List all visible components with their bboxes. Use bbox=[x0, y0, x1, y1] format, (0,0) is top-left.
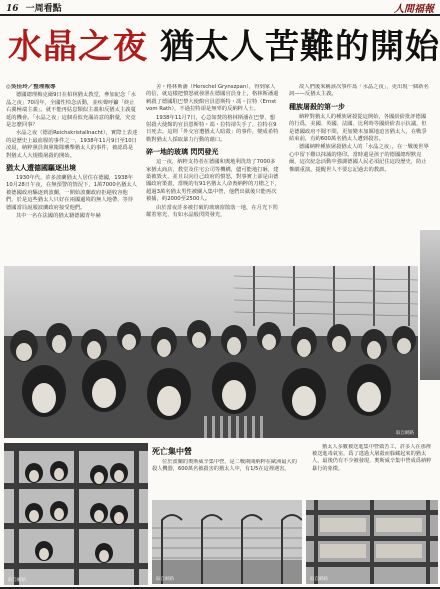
paragraph: 1930年代，許多波蘭猶太人居住在德國，1938年10月28日午夜，在無預警的情況下，1萬7000名猶太人被德國政府驅逐到波蘭，一開始波蘭政府拒絕收容他們，於是這些猶太人只好在兩國邊境的無人地帶，等待德國當局說服波蘭政府接受他們。 bbox=[6, 175, 137, 211]
paragraph: 德國總理梅克爾9日在柏林猶太教堂，參加紀念「水晶之夜」70周年，全國性悼念活動，並疾聲呼籲「終止右翼極端主義」。就不能再姑息類似主義和反猶太主義蔓延的機會。「水晶之夜」這個看似充滿詩意的辭彙，究竟是怎麼回事？ bbox=[6, 92, 136, 129]
headline-red: 水晶之夜 bbox=[8, 27, 148, 67]
caption-paragraph: 猶太人多數被送進集中營做苦工，許多人在那裡被送進毒氣室，爲了逃過大屠殺而躲藏起來的猶太人，最後仍有不少被發現，奧斯威辛集中營成爲納粹暴行的象徵。 bbox=[312, 444, 432, 472]
paragraph: 德國納粹種族屠殺猶太人的「水晶之夜」，在一戰後世界心中留下難以抹滅的烙印。當時還是孩子的德國總理默克爾，這次紀念活動中強調德國人民必須記住這段歷史，防止慘劇重演，提醒世人不要忘記過去的教訓。 bbox=[289, 144, 429, 173]
photo-bunks-right bbox=[306, 500, 438, 584]
paragraph: 舍・格林斯潘（Herschel Grynszpan），得到家人的信，就這樣把憤怒就發泄在德國官員身上，格林斯潘還刺殺了德國駐巴黎大使館官員恩斯特・馮・拉特（Ernst vom Rath），不過拉特卻是無辜的反納粹人士。 bbox=[146, 84, 279, 113]
subheading: 碎一地的玻璃 閃閃發光 bbox=[146, 148, 219, 157]
paragraph: 1938年11月7日，心急如焚的格林斯潘在巴黎，想射殺大使館的官員恩斯特・馮・拉特卻失手了，拉特在9日死去。這則「外交官遭猶太人暗殺」的事件，變成希特勒對猶太人採取暴力行動的藉口。 bbox=[146, 114, 279, 143]
inset-text bbox=[152, 459, 302, 499]
fence-photo-illustration bbox=[152, 500, 302, 584]
subheading: 種族屠殺的第一步 bbox=[289, 102, 345, 111]
inset-paragraph: 位於波蘭的奧斯威辛集中營，是二戰期間納粹在歐洲最大的殺人機器，600萬名被殺害的猶太人中，有1/5在這裡遇害。 bbox=[152, 459, 297, 473]
article-column-1 bbox=[6, 84, 138, 286]
article-column-2 bbox=[146, 84, 280, 284]
headline-black: 猶太人苦難的開始 bbox=[160, 27, 440, 67]
photo-credit: 取自網路 bbox=[396, 431, 414, 436]
subheading: 猶太人遭德國驅逐出境 bbox=[6, 164, 76, 173]
photo-illustration bbox=[4, 266, 418, 438]
byline: ◎吳佳玲／整理報導 bbox=[6, 84, 56, 90]
bunk-photo-illustration bbox=[4, 443, 148, 585]
paragraph: 這一夜，納粹支持者在德國和奧地利洗劫了7000多家猶太商店，教堂及住宅公司等機構，儘可能地打砸，建築被毀火，並且以向自己政府的憤怒，對事實上卻是由德國政府策畫，當晚的有91名猶太人命喪納粹的刀槍之下，超過3萬名猶太男性被關入集中營，他們出獄後只能再次被捕，約2000至2500人。 bbox=[146, 159, 280, 203]
photo-credit: 取自網路 bbox=[310, 577, 328, 582]
masthead: 人間福報 bbox=[394, 4, 434, 15]
inset-title: 死亡集中營 bbox=[152, 447, 192, 456]
section-name: 一周看點 bbox=[25, 4, 62, 14]
header-left bbox=[6, 1, 62, 14]
paragraph: 水晶之夜（德語Reichskristallnacht），實際上表達的是歷史上最血腥的事件之一，1938年11月9日至10日凌晨，納粹黨員與黨衛隊襲擊猶太人的事件，被認爲是對猶太人大規模屠殺的開始。 bbox=[6, 130, 138, 159]
page-number: 16 bbox=[6, 4, 19, 14]
photo-credit: 取自網路 bbox=[156, 577, 174, 582]
main-photo-prisoners bbox=[4, 266, 418, 438]
paragraph: 由於當夜許多被打破的玻璃窗散落一地，在月光下閃耀着寒光，有如水晶般閃閃發光， bbox=[146, 204, 278, 219]
photo-credit: 取自網路 bbox=[8, 578, 26, 583]
paragraph: 故人們後來稱該次事件爲「水晶之夜」，更出現一個新名詞——反猶太主義。 bbox=[289, 84, 429, 98]
bunk-room-illustration bbox=[306, 500, 438, 584]
paragraph: 其中一名在法國的猶太籍德國青年赫 bbox=[16, 213, 101, 220]
article-column-3 bbox=[289, 84, 429, 276]
page-header-bar bbox=[0, 0, 440, 16]
photo-camp-fence bbox=[152, 500, 302, 584]
side-photo-strip bbox=[420, 230, 440, 380]
photo-bunks-left bbox=[4, 443, 148, 585]
photo-caption bbox=[312, 444, 436, 496]
headline bbox=[8, 24, 438, 72]
paragraph: 納粹對猶太人的種族屠殺從這開始，各國紛紛批評德國的行爲，美國、英國、法國、比利時等國紛紛表示抗議，但是德國政府不聞不問，更加變本加厲地迫害猶太人，在戰爭結束前，有約600萬名猶太人遭到殺害。 bbox=[289, 113, 427, 143]
